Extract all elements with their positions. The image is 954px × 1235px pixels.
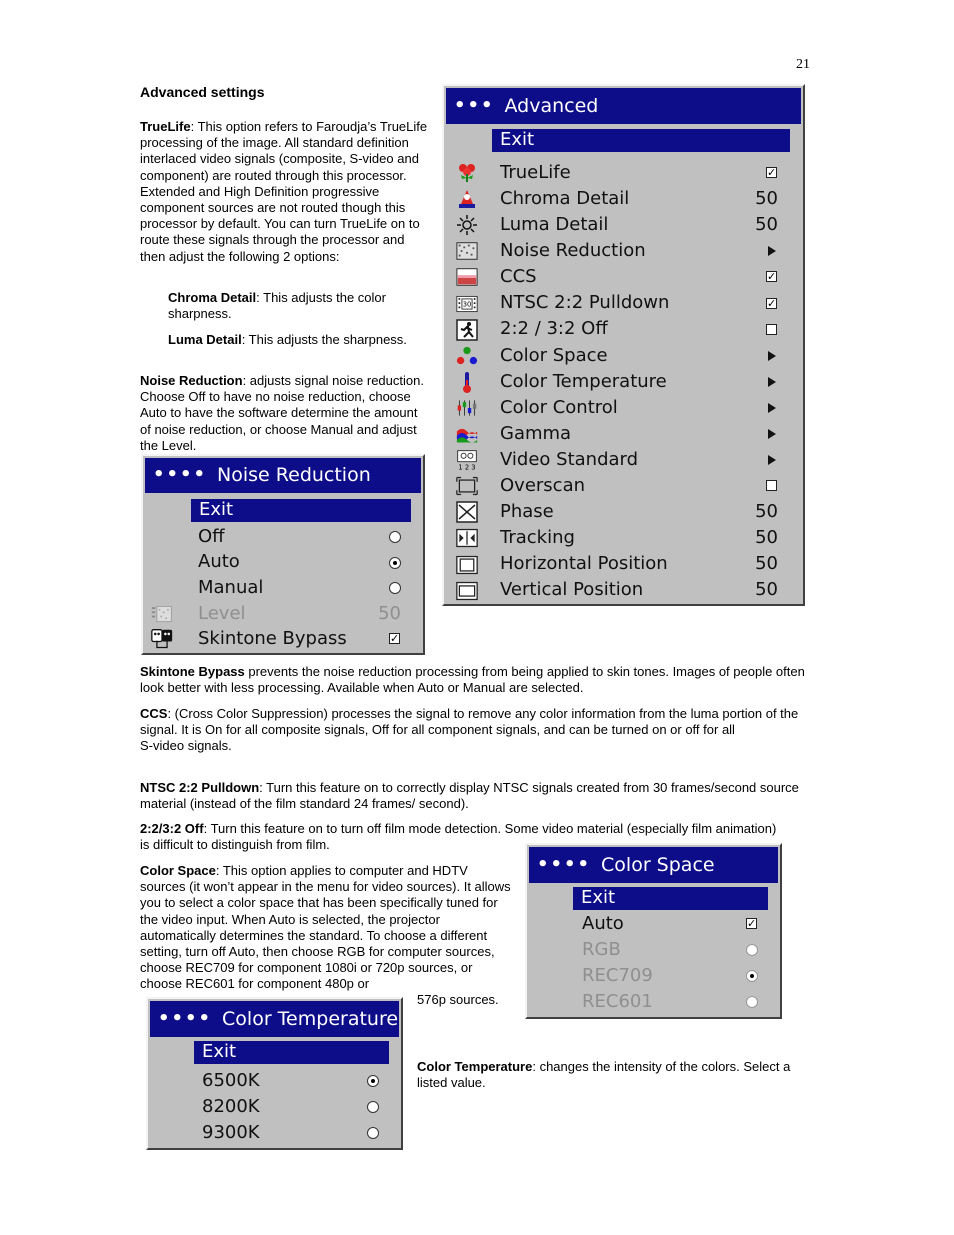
page-number: 21 xyxy=(796,57,810,72)
pulldown-text: : Turn this feature on to turn off film mode detection. Some video material (especially film animation) is difficult to distinguish from film. xyxy=(140,821,777,853)
menu-item-label: Color Control xyxy=(500,396,618,418)
menu-item-value: 50 xyxy=(755,187,778,209)
checkbox-checked[interactable]: ✓ xyxy=(767,270,777,284)
menu-item-value: 50 xyxy=(755,527,778,549)
menu-item-label: NTSC 2:2 Pulldown xyxy=(500,292,670,314)
menu-item-label: Chroma Detail xyxy=(500,187,630,209)
menu-item-2-2-3-2-off[interactable] xyxy=(444,317,803,343)
noise-menu-title: Noise Reduction xyxy=(217,464,371,487)
submenu-arrow-icon xyxy=(768,377,776,387)
truelife-text: : This option refers to Faroudja’s TrueLife processing of the image. All standard definition interlaced video signals (composite, S-video and component) are routed through this processor. Extended and High Definition progressive component sources are not routed though this processor by default. You can turn TrueLife on to route these signals through the processor and then adjust the following 2 options: xyxy=(140,119,428,264)
menu-item-label: Gamma xyxy=(500,422,572,444)
menu-item-color-space[interactable] xyxy=(444,343,803,369)
ccs-text-2: S-video signals. xyxy=(140,738,232,754)
checkbox-checked[interactable]: ✓ xyxy=(767,166,777,179)
menu-item-auto[interactable] xyxy=(143,550,423,576)
noise-reduction-menu xyxy=(141,454,425,655)
menu-item-color-control[interactable] xyxy=(444,395,803,421)
noise-reduction-paragraph xyxy=(140,373,425,454)
overscan-icon xyxy=(456,475,478,497)
radio-unselected[interactable] xyxy=(367,1101,379,1113)
chroma-detail-paragraph xyxy=(168,290,430,322)
luma-detail-paragraph xyxy=(168,332,440,348)
menu-item-label: 8200K xyxy=(202,1095,260,1117)
menu-item-label: Color Space xyxy=(500,344,608,366)
checkbox-unchecked[interactable] xyxy=(766,480,777,491)
color-control-icon xyxy=(456,397,478,419)
submenu-arrow-icon xyxy=(768,455,776,465)
menu-item-label: Level xyxy=(198,602,246,624)
horizontal-position-icon xyxy=(456,554,478,576)
menu-item-label: Video Standard xyxy=(500,448,639,470)
radio-unselected[interactable] xyxy=(389,582,401,594)
colorspace-menu-header xyxy=(529,847,778,883)
level-icon xyxy=(151,603,173,625)
menu-item-9300k[interactable] xyxy=(148,1120,401,1146)
menu-item-ccs[interactable] xyxy=(444,264,803,290)
color-space-text: : This option applies to computer and HDTV sources (it won’t appear in the menu for video sources). It allows you to select a color space that has been specifically tuned for the video input. When Auto is selected, the projector automatically determines the standard. To choose a different setting, turn off Auto, then choose RGB for computer sources, choose REC709 for component 1080i or 720p sources, or choose REC601 for component 480p or xyxy=(140,863,511,992)
menu-item-label: Luma Detail xyxy=(500,214,609,236)
ntsc-text: : Turn this feature on to correctly display NTSC signals created from 30 frames/second source material (instead of the film standard 24 frames/ second). xyxy=(140,780,799,812)
menu-item-label: Noise Reduction xyxy=(500,240,646,262)
skintone-term: Skintone Bypass xyxy=(140,664,245,679)
submenu-arrow-icon xyxy=(768,403,776,413)
menu-item-rgb xyxy=(527,937,780,963)
menu-item-off[interactable] xyxy=(143,524,423,550)
skintone-text: prevents the noise reduction processing from being applied to skin tones. Images of people often look better with less processing. Available when Auto or Manual are selected. xyxy=(140,664,805,696)
menu-item-label: 6500K xyxy=(202,1069,260,1091)
advanced-menu xyxy=(442,84,805,606)
menu-item-8200k[interactable] xyxy=(148,1094,401,1120)
checkbox-checked[interactable]: ✓ xyxy=(767,296,777,310)
menu-item-truelife[interactable] xyxy=(444,160,803,186)
section-title: Advanced settings xyxy=(140,84,265,100)
menu-item-ntsc-2-2-pulldown[interactable] xyxy=(444,291,803,317)
submenu-arrow-icon xyxy=(768,246,776,256)
chroma-detail-text: : This adjusts the color sharpness. xyxy=(168,290,386,322)
menu-item-value: 50 xyxy=(378,602,401,624)
skintone-icon xyxy=(151,628,173,650)
checkbox-unchecked[interactable] xyxy=(766,324,777,335)
ccs-paragraph xyxy=(140,706,812,755)
menu-item-video-standard[interactable] xyxy=(444,447,803,473)
radio-unselected[interactable] xyxy=(367,1127,379,1139)
ntsc-pulldown-icon xyxy=(456,293,478,315)
svg-text:30: 30 xyxy=(462,300,472,309)
luma-detail-text: : This adjusts the sharpness. xyxy=(241,332,407,347)
menu-item-vertical-position[interactable] xyxy=(444,578,803,604)
menu-item-label: Phase xyxy=(500,501,554,523)
menu-item-rec709 xyxy=(527,963,780,989)
menu-item-label: CCS xyxy=(500,266,537,288)
menu-item-label: Off xyxy=(198,525,225,547)
ccs-term: CCS xyxy=(140,706,168,721)
chroma-detail-term: Chroma Detail xyxy=(168,290,257,305)
menu-item-value: 50 xyxy=(755,214,778,236)
menu-item-rec601 xyxy=(527,989,780,1015)
colorspace-menu-title: Color Space xyxy=(601,853,715,876)
pulldown-term: 2:2/3:2 Off xyxy=(140,821,204,836)
video-standard-icon xyxy=(456,449,478,471)
color-space-term: Color Space xyxy=(140,863,216,878)
colortemp-menu-title: Color Temperature xyxy=(222,1007,399,1030)
color-space-paragraph xyxy=(140,863,512,993)
ntsc-paragraph xyxy=(140,780,812,812)
color-temperature-text: : changes the intensity of the colors. Select a listed value. xyxy=(417,1059,791,1091)
menu-item-value: 50 xyxy=(755,553,778,575)
menu-item-label: Overscan xyxy=(500,475,586,497)
menu-item-horizontal-position[interactable] xyxy=(444,552,803,578)
chroma-detail-icon xyxy=(456,188,478,210)
menu-item-label: TrueLife xyxy=(500,161,571,183)
radio-selected xyxy=(746,970,758,982)
menu-dots: •••• xyxy=(158,1007,213,1029)
truelife-icon xyxy=(456,162,478,184)
menu-item-manual[interactable] xyxy=(143,575,423,601)
radio-unselected xyxy=(746,944,758,956)
ccs-text: : (Cross Color Suppression) processes the signal to remove any color information from the luma portion of the signal. It is On for all composite signals, Off for all component signals, and can be turned on or off for all xyxy=(140,706,799,738)
skintone-paragraph xyxy=(140,664,812,696)
menu-item-label: Skintone Bypass xyxy=(198,628,347,650)
colortemp-exit-button[interactable]: Exit xyxy=(194,1041,389,1064)
menu-item-overscan[interactable] xyxy=(444,473,803,499)
menu-item-gamma[interactable] xyxy=(444,421,803,447)
menu-item-label: REC709 xyxy=(582,964,653,986)
menu-dots: •••• xyxy=(153,464,208,486)
color-space-icon xyxy=(456,345,478,367)
menu-item-tracking[interactable] xyxy=(444,525,803,551)
noise-reduction-icon xyxy=(456,240,478,262)
truelife-term: TrueLife xyxy=(140,119,191,134)
color-temperature-paragraph xyxy=(417,1059,817,1091)
menu-item-label: 9300K xyxy=(202,1121,260,1143)
svg-text:1 2 3: 1 2 3 xyxy=(458,463,476,472)
menu-item-chroma-detail[interactable] xyxy=(444,186,803,212)
menu-item-value: 50 xyxy=(755,501,778,523)
radio-unselected[interactable] xyxy=(389,531,401,543)
radio-selected[interactable] xyxy=(389,557,401,569)
truelife-paragraph xyxy=(140,119,432,265)
menu-item-skintone-bypass[interactable] xyxy=(143,626,423,652)
advanced-menu-title: Advanced xyxy=(504,94,599,117)
noise-reduction-term: Noise Reduction xyxy=(140,373,243,388)
color-space-text-continued: 576p sources. xyxy=(417,992,499,1007)
menu-item-label: Vertical Position xyxy=(500,579,644,601)
menu-item-level xyxy=(143,601,423,627)
menu-item-value: 50 xyxy=(755,579,778,601)
checkbox-checked[interactable]: ✓ xyxy=(390,632,400,646)
menu-item-luma-detail[interactable] xyxy=(444,212,803,238)
menu-item-label: Manual xyxy=(198,577,264,599)
ccs-icon xyxy=(456,266,478,288)
tracking-icon xyxy=(456,527,478,549)
menu-item-label: Tracking xyxy=(500,527,575,549)
checkbox-checked[interactable]: ✓ xyxy=(747,917,757,930)
menu-item-color-temperature[interactable] xyxy=(444,369,803,395)
colorspace-exit-button[interactable]: Exit xyxy=(573,887,768,910)
color-temperature-term: Color Temperature xyxy=(417,1059,533,1074)
menu-item-noise-reduction[interactable] xyxy=(444,238,803,264)
submenu-arrow-icon xyxy=(768,351,776,361)
pulldown-off-icon xyxy=(456,319,478,341)
menu-dots: •••• xyxy=(537,853,592,875)
advanced-exit-button[interactable]: Exit xyxy=(492,129,790,152)
menu-item-label: RGB xyxy=(582,938,621,960)
menu-item-label: Horizontal Position xyxy=(500,553,668,575)
color-temperature-icon xyxy=(456,371,478,393)
menu-item-label: REC601 xyxy=(582,990,653,1012)
gamma-icon xyxy=(456,423,478,445)
noise-reduction-text: : adjusts signal noise reduction. Choose Off to have no noise reduction, choose Auto to have the software determine the amount of noise reduction, or choose Manual and adjust the Level. xyxy=(140,373,424,453)
menu-item-6500k[interactable] xyxy=(148,1068,401,1094)
noise-exit-button[interactable]: Exit xyxy=(191,499,411,522)
phase-icon xyxy=(456,501,478,523)
advanced-menu-header xyxy=(446,88,801,124)
radio-selected[interactable] xyxy=(367,1075,379,1087)
menu-item-label: Auto xyxy=(198,551,240,573)
menu-item-auto[interactable] xyxy=(527,911,780,937)
menu-item-phase[interactable] xyxy=(444,499,803,525)
color-temperature-menu xyxy=(146,997,403,1150)
menu-item-label: 2:2 / 3:2 Off xyxy=(500,318,608,340)
noise-menu-header xyxy=(145,458,421,493)
menu-dots: ••• xyxy=(454,94,495,116)
menu-item-label: Color Temperature xyxy=(500,370,667,392)
submenu-arrow-icon xyxy=(768,429,776,439)
colortemp-menu-header xyxy=(150,1001,399,1037)
radio-unselected xyxy=(746,996,758,1008)
menu-item-label: Auto xyxy=(582,912,624,934)
color-space-menu xyxy=(525,843,782,1019)
vertical-position-icon xyxy=(456,580,478,602)
ntsc-term: NTSC 2:2 Pulldown xyxy=(140,780,260,795)
luma-detail-icon xyxy=(456,214,478,236)
luma-detail-term: Luma Detail xyxy=(168,332,242,347)
